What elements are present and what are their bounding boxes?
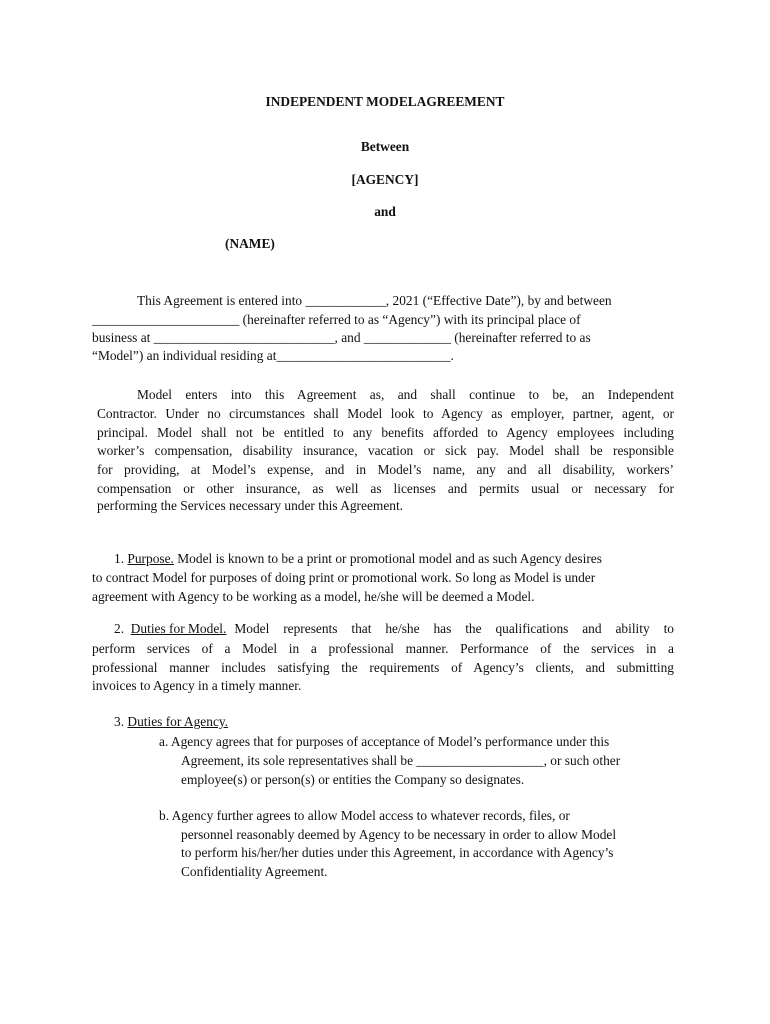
item-line: Agreement, its sole representatives shall be ___________________, or such other [181, 753, 621, 768]
section-line: Model is known to be a print or promotional model and as such Agency desires [177, 551, 602, 566]
section-heading: Duties for Model. [130, 621, 227, 636]
contractor-line: Model enters into this Agreement as, and shall continue to be, an Independent [137, 387, 674, 402]
section-number: 3. [114, 714, 125, 729]
item-line: to perform his/her/her duties under this Agreement, in accordance with Agency’s [181, 845, 614, 860]
section-number: 2. [114, 621, 125, 636]
item-line: personnel reasonably deemed by Agency to be necessary in order to allow Model [181, 827, 617, 842]
item-line: employee(s) or person(s) or entities the Company so designates. [181, 772, 525, 787]
section-line: perform services of a Model in a professional manner. Performance of the services in a [92, 641, 674, 656]
intro-line: This Agreement is entered into ____________, 2021 (“Effective Date”), by and between [137, 293, 612, 308]
section-line: to contract Model for purposes of doing print or promotional work. So long as Model is under [92, 570, 596, 585]
section-heading: Purpose. [127, 551, 174, 566]
section-heading: Duties for Agency. [127, 714, 229, 729]
contractor-line: principal. Model shall not be entitled to any benefits afforded to Agency employees including [97, 425, 674, 440]
item-line: b. Agency further agrees to allow Model access to whatever records, files, or [159, 808, 570, 823]
section-number: 1. [114, 551, 125, 566]
intro-line: “Model”) an individual residing at__________________________. [92, 348, 454, 363]
item-line: a. Agency agrees that for purposes of acceptance of Model’s performance under this [159, 734, 610, 749]
contractor-line: for providing, at Model’s expense, and in Model’s name, any and all disability, workers’ [97, 462, 674, 477]
section-line: invoices to Agency in a timely manner. [92, 678, 302, 693]
name-placeholder: (NAME) [225, 236, 275, 251]
document-title: INDEPENDENT MODELAGREEMENT [265, 94, 505, 109]
contractor-line: performing the Services necessary under this Agreement. [97, 498, 404, 513]
contractor-line: worker’s compensation, disability insurance, vacation or sick pay. Model shall be responsible [97, 443, 674, 458]
contractor-line: compensation or other insurance, as well as licenses and permits usual or necessary for [97, 481, 674, 496]
item-line: Confidentiality Agreement. [181, 864, 328, 879]
contractor-line: Contractor. Under no circumstances shall Model look to Agency as employer, partner, agent, or [97, 406, 674, 421]
section-line: Model represents that he/she has the qualifications and ability to [234, 621, 674, 636]
intro-line: ______________________ (hereinafter referred to as “Agency”) with its principal place of [92, 312, 581, 327]
agency-placeholder: [AGENCY] [351, 172, 419, 187]
between-label: Between [360, 139, 410, 154]
section-line: professional manner includes satisfying the requirements of Agency’s clients, and submitting [92, 660, 674, 675]
section-line: agreement with Agency to be working as a model, he/she will be deemed a Model. [92, 589, 535, 604]
and-label: and [374, 204, 396, 219]
intro-line: business at ___________________________, and _____________ (hereinafter referred to as [92, 330, 591, 345]
